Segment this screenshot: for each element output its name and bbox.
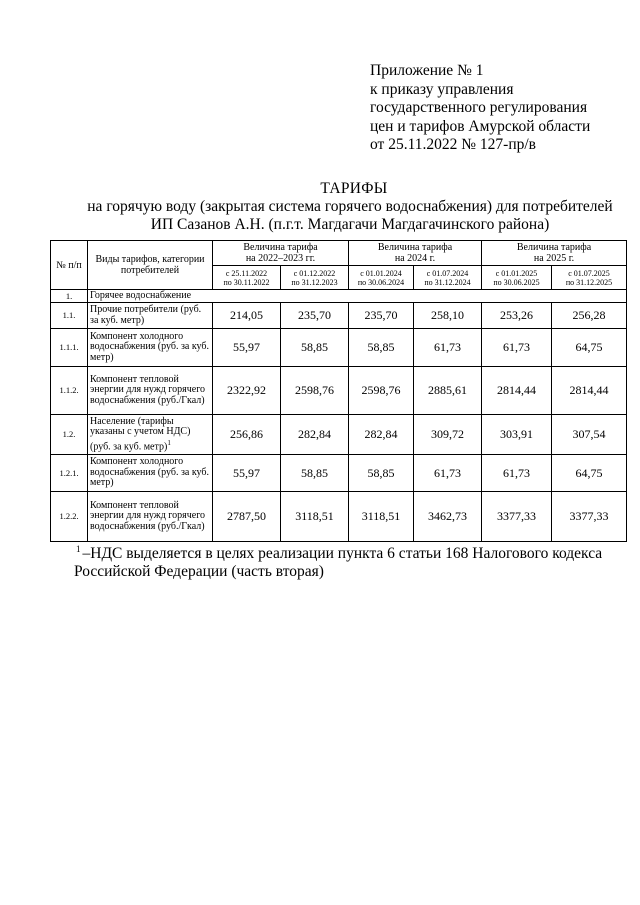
title-line-3: ИП Сазанов А.Н. (п.г.т. Магдагачи Магдагачинского района) (150, 216, 550, 233)
row-value: 2787,50 (213, 492, 281, 542)
row-value: 258,10 (414, 303, 482, 329)
row-value: 235,70 (281, 303, 349, 329)
row-value: 58,85 (349, 455, 414, 492)
footnote-line-2: Российской Федерации (часть вторая) (74, 563, 324, 580)
appendix-line-4: цен и тарифов Амурской области (370, 117, 591, 135)
row-value: 58,85 (281, 329, 349, 367)
footnote-ref: 1 (167, 438, 171, 447)
tariff-table (50, 240, 627, 542)
row-name: Население (тарифы указаны с учетом НДС) (руб. за куб. метр)$^1$ (88, 415, 213, 455)
row-value: 2814,44 (552, 367, 627, 415)
table-row (51, 455, 627, 492)
row-name: Прочие потребители (руб. за куб. метр) (88, 303, 213, 329)
row-name: Компонент тепловой энергии для нужд горячего водоснабжения (руб./Гкал) (88, 492, 213, 542)
header-sub-2: с 01.12.2022 по 31.12.2023 (281, 266, 349, 290)
document-title (60, 180, 640, 234)
row-value: 309,72 (414, 415, 482, 455)
row-value: 61,73 (482, 329, 552, 367)
row-num: 1.1. (51, 303, 88, 329)
row-name: Компонент тепловой энергии для нужд горячего водоснабжения (руб./Гкал) (88, 367, 213, 415)
row-value: 55,97 (213, 329, 281, 367)
row-value: 61,73 (482, 455, 552, 492)
table-row (51, 415, 627, 455)
appendix-line-2: к приказу управления (370, 80, 514, 98)
row-num: 1.1.1. (51, 329, 88, 367)
header-sub-3: с 01.01.2024 по 30.06.2024 (349, 266, 414, 290)
footnote-mark: 1 (76, 544, 81, 554)
row-value: 3462,73 (414, 492, 482, 542)
appendix-line-3: государственного регулирования (370, 99, 588, 116)
section-row (51, 290, 627, 303)
table-row (51, 492, 627, 542)
row-value: 2885,61 (414, 367, 482, 415)
row-value: 64,75 (552, 329, 627, 367)
appendix-line-5: от 25.11.2022 № 127-пр/в (370, 136, 536, 153)
appendix-block (370, 62, 632, 155)
row-value: 3118,51 (349, 492, 414, 542)
row-value: 64,75 (552, 455, 627, 492)
row-value: 256,28 (552, 303, 627, 329)
header-period-2025: Величина тарифа на 2025 г. (482, 241, 627, 266)
row-name: Компонент холодного водоснабжения (руб. за куб. метр) (88, 455, 213, 492)
header-name: Виды тарифов, категории потребителей (88, 241, 213, 290)
row-value: 235,70 (349, 303, 414, 329)
table-row (51, 329, 627, 367)
row-value: 307,54 (552, 415, 627, 455)
row-value: 214,05 (213, 303, 281, 329)
table-row (51, 367, 627, 415)
row-value: 61,73 (414, 329, 482, 367)
footnote (76, 540, 636, 581)
header-sub-4: с 01.07.2024 по 31.12.2024 (414, 266, 482, 290)
row-num: 1.2.1. (51, 455, 88, 492)
title-heading: ТАРИФЫ (320, 180, 388, 197)
row-value: 55,97 (213, 455, 281, 492)
row-value: 253,26 (482, 303, 552, 329)
row-value: 3377,33 (482, 492, 552, 542)
section-num: 1. (51, 290, 88, 303)
row-num: 1.1.2. (51, 367, 88, 415)
row-value: 282,84 (349, 415, 414, 455)
row-value: 2598,76 (281, 367, 349, 415)
row-name: Компонент холодного водоснабжения (руб. за куб. метр) (88, 329, 213, 367)
section-name: Горячее водоснабжение (88, 290, 627, 303)
row-num: 1.2. (51, 415, 88, 455)
header-sub-5: с 01.01.2025 по 30.06.2025 (482, 266, 552, 290)
header-sub-1: с 25.11.2022 по 30.11.2022 (213, 266, 281, 290)
header-sub-6: с 01.07.2025 по 31.12.2025 (552, 266, 627, 290)
header-row-periods (51, 241, 627, 266)
header-period-2024: Величина тарифа на 2024 г. (349, 241, 482, 266)
row-value: 58,85 (349, 329, 414, 367)
row-value: 3377,33 (552, 492, 627, 542)
title-line-2: на горячую воду (закрытая система горячего водоснабжения) для потребителей (87, 198, 613, 215)
row-value: 3118,51 (281, 492, 349, 542)
footnote-line-1: $^1$ –НДС выделяется в целях реализации пункта 6 статьи 168 Налогового кодекса (76, 544, 603, 562)
appendix-line-1: Приложение № 1 (370, 62, 484, 79)
row-value: 2598,76 (349, 367, 414, 415)
row-num: 1.2.2. (51, 492, 88, 542)
row-value: 2814,44 (482, 367, 552, 415)
row-value: 282,84 (281, 415, 349, 455)
row-value: 303,91 (482, 415, 552, 455)
row-value: 61,73 (414, 455, 482, 492)
header-num: № п/п (51, 241, 88, 290)
table-row (51, 303, 627, 329)
row-value: 58,85 (281, 455, 349, 492)
header-period-2022: Величина тарифа на 2022–2023 гг. (213, 241, 349, 266)
row-value: 2322,92 (213, 367, 281, 415)
row-value: 256,86 (213, 415, 281, 455)
